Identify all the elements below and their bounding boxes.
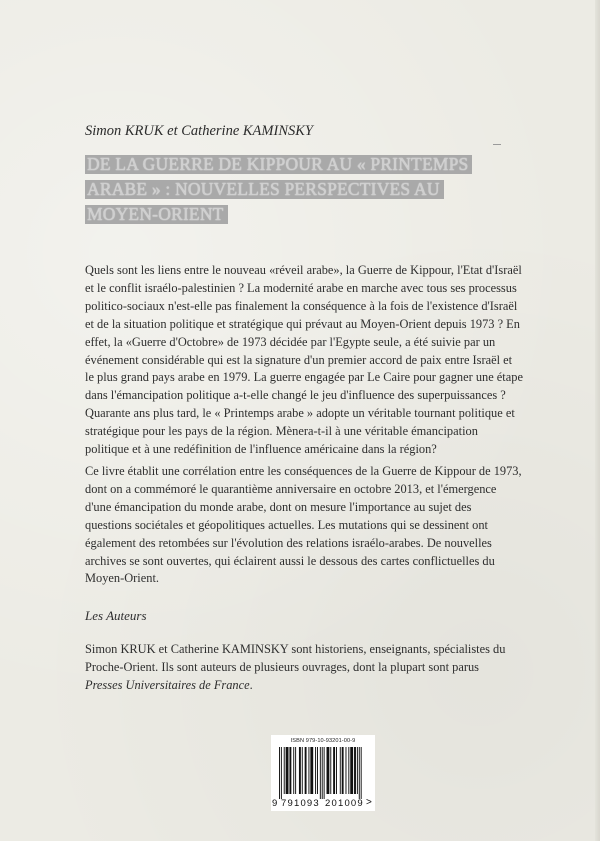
barcode-bar (348, 747, 349, 794)
barcode-digit-first: 9 (272, 798, 279, 809)
barcode-arrow: > (366, 797, 372, 808)
isbn-label: ISBN 979-10-93201-00-9 (290, 738, 356, 744)
isbn-barcode-box (271, 735, 375, 811)
barcode-bar (340, 747, 341, 794)
barcode-bar (293, 747, 294, 794)
barcode-bar (322, 747, 323, 799)
barcode-bar (354, 747, 356, 794)
barcode-bar (299, 747, 301, 794)
barcode-digits-left: 791093 (281, 798, 320, 809)
text-line: politique et à une redéfinition de l'influence américaine dans la région? (85, 442, 437, 457)
text-line: Quels sont les liens entre le nouveau «réveil arabe», la Guerre de Kippour, l'Etat d'Israël (85, 263, 522, 277)
title-line-1: DE LA GUERRE DE KIPPOUR AU « PRINTEMPS (85, 155, 472, 174)
page-edge (595, 0, 600, 841)
barcode-bar (315, 747, 316, 794)
text-line: événement considérable qui est la signature d'un premier accord de paix entre Israël et (85, 352, 513, 367)
barcode-bar (342, 747, 344, 794)
text-line: archives se sont ouvertes, qui éclairent aussi le dessous des cartes conflictuelles du (85, 553, 495, 568)
authors-paragraph (85, 641, 525, 695)
barcode-bar (295, 747, 296, 794)
title-line-3: MOYEN-ORIENT (85, 205, 228, 224)
summary-paragraph-2 (85, 463, 525, 588)
print-mark (493, 144, 501, 145)
barcode-bar (320, 747, 321, 799)
text-line: également des retombées sur l'évolution des relations israélo-arabes. De nouvelles (85, 535, 492, 550)
text-line: et de la situation politique et stratégique qui prévaut au Moyen-Orient depuis 1973 ? En (85, 316, 520, 331)
barcode-digits-right: 201009 (325, 798, 364, 809)
barcode-bar (357, 747, 358, 794)
barcode-bar (305, 747, 307, 794)
text-line: dont on a commémoré le quarantième anniversaire en octobre 2013, et l'émergence (85, 481, 497, 496)
barcode-bar (279, 747, 280, 799)
text-line: Ce livre établit une corrélation entre les conséquences de la Guerre de Kippour de 1973, (85, 464, 522, 478)
barcode-bar (310, 747, 313, 794)
text-line: effet, la «Guerre d'Octobre» de 1973 décidée par l'Egypte seule, a été suivie par un (85, 334, 496, 349)
barcode-bar (330, 747, 331, 794)
barcode-bar (281, 747, 282, 799)
barcode-bar (350, 747, 353, 794)
barcode-bar (289, 747, 291, 794)
barcode-bar (302, 747, 303, 794)
authors-line: Simon KRUK et Catherine KAMINSKY (85, 123, 313, 139)
text-line: le plus grand pays arabe en 1979. La guerre engagée par Le Caire pour gagner une étape (85, 370, 523, 385)
authors-section-heading: Les Auteurs (85, 608, 147, 623)
barcode-bar (324, 747, 325, 799)
title-line-2: ARABE » : NOUVELLES PERSPECTIVES AU (85, 180, 444, 199)
summary-paragraph-1 (85, 262, 525, 459)
barcode-bar (336, 747, 337, 794)
barcode (277, 747, 369, 799)
text-line: Quarante ans plus tard, le « Printemps arabe » adopte un véritable tournant politique et (85, 406, 515, 421)
text-line: d'une émancipation du monde arabe, dont on mesure l'importance au sujet des (85, 499, 472, 514)
text-line: questions sociétales et géopolitiques actuelles. Les mutations qui se dessinent ont (85, 517, 488, 532)
text-line: politico-sociaux n'est-elle pas finalement la conséquence à la fois de l'existence d'Israël (85, 298, 518, 313)
barcode-bar (308, 747, 309, 794)
barcode-bar (284, 747, 285, 794)
barcode-bar (317, 747, 318, 794)
text-line: et le conflit israélo-palestinien ? La modernité arabe en marche avec tous ses processus (85, 280, 517, 295)
barcode-bar (346, 747, 347, 794)
text-line: stratégique pour les pays de la région. Mènera-t-il à une véritable émancipation (85, 424, 478, 439)
barcode-bar (333, 747, 335, 794)
barcode-bar (327, 747, 330, 794)
barcode-bar (286, 747, 289, 794)
text-line: dans l'émancipation politique a-t-elle changé le jeu d'influence des superpuissances ? (85, 388, 506, 403)
barcode-bar (361, 747, 362, 799)
barcode-bar (359, 747, 360, 799)
publisher-name: Presses Universitaires de France (85, 677, 250, 692)
text-line: Simon KRUK et Catherine KAMINSKY sont historiens, enseignants, spécialistes du (85, 642, 506, 656)
line-end: . (249, 677, 253, 692)
text-line: Moyen-Orient. (85, 571, 159, 586)
text-line: Proche-Orient. Ils sont auteurs de plusieurs ouvrages, dont la plupart sont parus (85, 659, 480, 674)
text-line (85, 677, 525, 695)
